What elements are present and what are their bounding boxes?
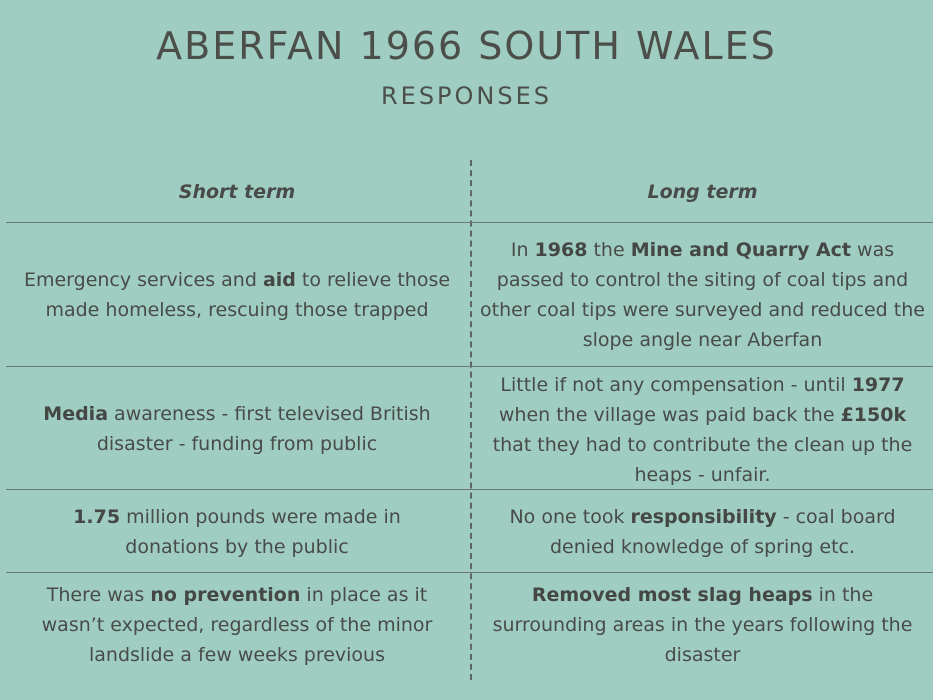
cell-short-term-3 [6,491,468,572]
body-text: Emergency services and [23,269,263,291]
cell-text [504,502,901,562]
emphasis-text: £150k [840,403,907,426]
cell-text [478,235,927,355]
body-text: - coal board denied knowledge of spring etc. [549,505,896,558]
column-divider [470,160,472,680]
body-text: the [587,239,631,261]
row-divider [6,366,933,367]
cell-long-term-4 [474,577,931,673]
cell-long-term-3 [474,491,931,572]
cell-short-term-1 [6,224,468,366]
body-text: that they had to contribute the clean up the heaps - unfair. [492,433,913,486]
emphasis-text: no prevention [150,584,301,606]
emphasis-text: aid [262,269,296,291]
cell-text [478,370,927,490]
body-text: awareness - first televised British disaster - funding from public [96,402,431,455]
header-long-term: Long term [647,181,758,203]
emphasis-text: Mine and Quarry Act [630,239,852,261]
emphasis-text: 1968 [534,239,588,261]
cell-text [478,580,927,670]
row-divider [6,572,933,573]
emphasis-text: 1.75 [73,505,121,528]
body-text: No one took [509,505,631,528]
cell-short-term-4 [6,577,468,673]
page-subtitle: RESPONSES [380,82,553,110]
cell-text [46,502,428,562]
body-text: million pounds were made in donations by the public [120,505,401,558]
cell-long-term-2 [474,370,931,489]
emphasis-text: 1977 [851,373,905,396]
emphasis-text: Media [43,402,109,425]
body-text: In [510,239,535,261]
emphasis-text: Removed most slag heaps [531,584,813,606]
body-text: in the surrounding areas in the years following the disaster [492,584,913,666]
page-title: ABERFAN 1966 SOUTH WALES [156,24,777,68]
body-text: in place as it wasn’t expected, regardless of the minor landslide a few weeks previous [41,584,433,666]
row-divider [6,222,933,223]
header-short-term: Short term [178,181,296,203]
cell-text [26,399,448,459]
body-text: There was [46,584,151,606]
body-text: to relieve those made homeless, rescuing those trapped [45,269,451,321]
body-text: Little if not any compensation - until [500,373,852,396]
cell-short-term-2 [6,368,468,489]
body-text: was passed to control the siting of coal tips and other coal tips were surveyed and reduced the slope angle near Aberfan [480,239,925,351]
cell-long-term-1 [474,224,931,366]
cell-text [16,580,458,670]
cell-text [8,265,466,325]
emphasis-text: responsibility [630,505,777,528]
body-text: when the village was paid back the [498,403,841,426]
